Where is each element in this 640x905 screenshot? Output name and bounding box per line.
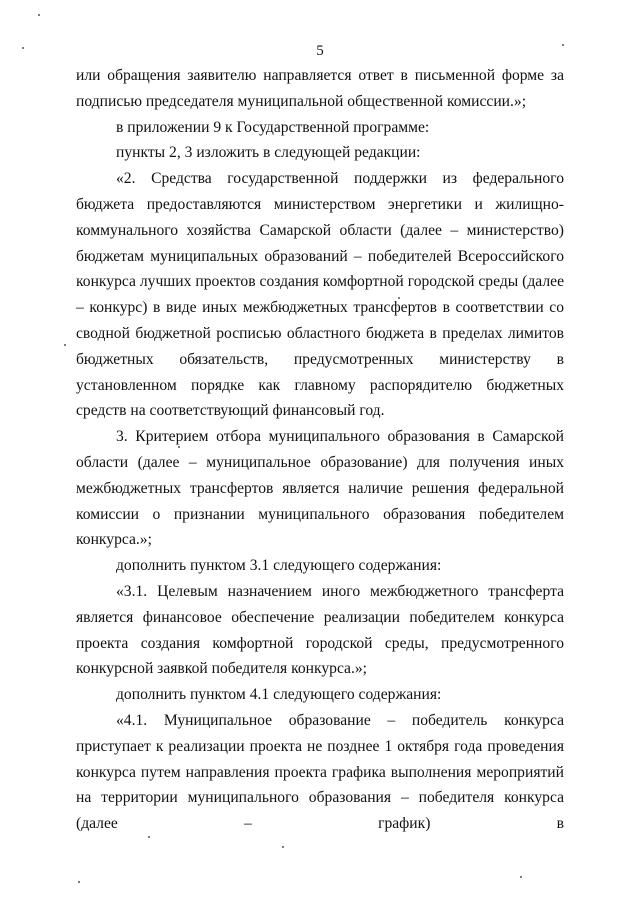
paragraph-item-3-1: «3.1. Целевым назначением иного межбюджетного трансферта является финансовое обеспечение реализации победителем конкурса проекта создания комфортной городской среды, предусмотренного конкурсной заявкой победителя конкурса.»;: [76, 582, 564, 678]
scan-speck: [64, 344, 66, 346]
scan-speck: [520, 876, 522, 878]
document-body: [76, 63, 564, 837]
scan-speck: [282, 846, 284, 848]
page-number: 5: [316, 43, 324, 59]
scan-speck: [38, 14, 40, 16]
paragraph-item-3: 3. Критерием отбора муниципального образования в Самарской области (далее – муниципальное образование) для получения иных межбюджетных трансфертов является наличие решения федеральной комиссии о признании муниципального образования победителем конкурса.»;: [76, 428, 564, 549]
paragraph-add-3-1: дополнить пунктом 3.1 следующего содержания:: [116, 557, 442, 575]
scan-speck: [78, 881, 80, 883]
paragraph-continuation: или обращения заявителю направляется ответ в письменной форме за подписью председателя муниципальной общественной комиссии.»;: [76, 67, 564, 110]
paragraph-item-2: «2. Средства государственной поддержки из федерального бюджета предоставляются министерством энергетики и жилищно-коммунального хозяйства Самарской области (далее – министерство) бюджетам муниципальных образований – победителей Всероссийского конкурса лучших проектов создания комфортной городской среды (далее – конкурс) в виде иных межбюджетных трансфертов в соответствии со сводной бюджетной росписью областного бюджета в пределах лимитов бюджетных обязательств, предусмотренных министерству в установленном порядке как главному распорядителю бюджетных средств на соответствующий финансовый год.: [76, 170, 564, 420]
paragraph-add-4-1: дополнить пунктом 4.1 следующего содержания:: [116, 686, 442, 704]
paragraph-item-4-1: «4.1. Муниципальное образование – победитель конкурса приступает к реализации проекта не позднее 1 октября года проведения конкурса путем направления проекта графика выполнения мероприятий на территории муниципального образования – победителя конкурса (далее – график) в: [76, 711, 564, 833]
paragraph-items-2-3: пункты 2, 3 изложить в следующей редакции:: [116, 144, 421, 162]
paragraph-appendix-9: в приложении 9 к Государственной программе:: [116, 118, 430, 136]
